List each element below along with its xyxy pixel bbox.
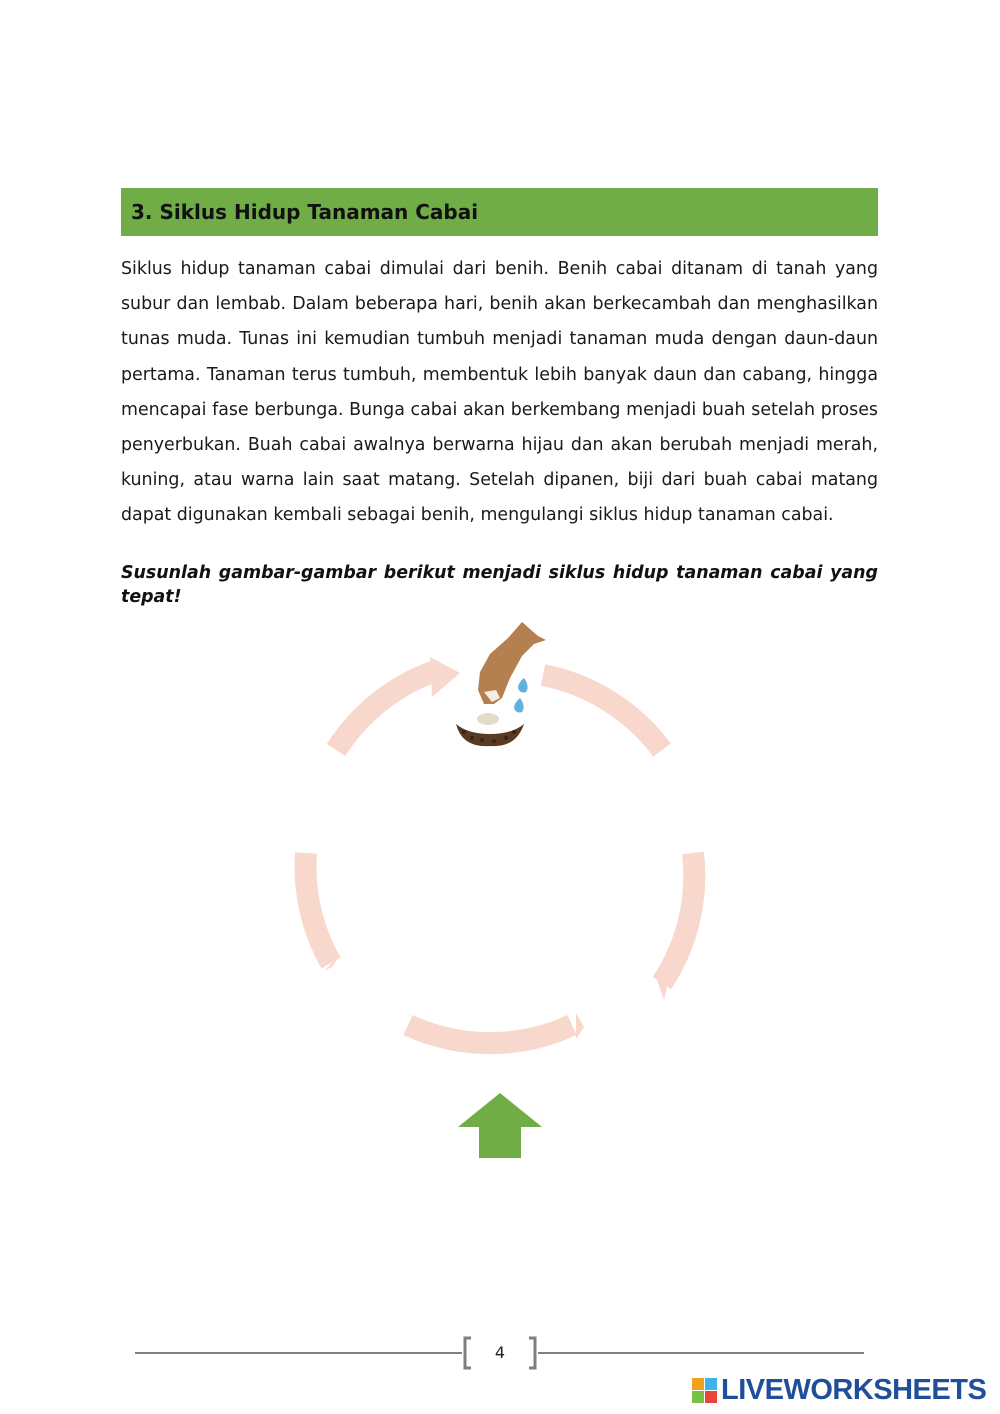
section-header xyxy=(121,188,878,236)
cycle-arrowhead-bottom xyxy=(576,1013,584,1039)
up-arrow-icon xyxy=(458,1093,542,1159)
logo-square-i xyxy=(705,1378,717,1390)
cycle-segment-top-left xyxy=(336,670,438,750)
instruction-text: Susunlah gambar-gambar berikut menjadi siklus hidup tanaman cabai yang tepat! xyxy=(121,563,878,607)
page-number: 4 xyxy=(494,1343,506,1362)
logo-square-v xyxy=(692,1391,704,1403)
watermark-text: LIVEWORKSHEETS xyxy=(721,1374,987,1406)
logo-square-l xyxy=(692,1378,704,1390)
cycle-ring xyxy=(280,615,720,1085)
footer-line-left xyxy=(135,1352,462,1354)
cycle-segment-top-right xyxy=(543,675,662,750)
right-bracket-icon xyxy=(526,1336,540,1370)
body-paragraph: Siklus hidup tanaman cabai dimulai dari benih. Benih cabai ditanam di tanah yang subur dan lembab. Dalam beberapa hari, benih akan berkecambah dan menghasilkan tunas muda. Tunas ini kemudian tumbuh menjadi tanaman muda dengan daun-daun pertama. Tanaman terus tumbuh, membentuk lebih banyak daun dan cabang, hingga mencapai fase berbunga. Bunga cabai akan berkembang menjadi buah setelah proses penyerbukan. Buah cabai awalnya berwarna hijau dan akan berubah menjadi merah, kuning, atau warna lain saat matang. Setelah dipanen, biji dari buah cabai matang dapat digunakan kembali sebagai benih, mengulangi siklus hidup tanaman cabai. xyxy=(121,259,878,526)
cycle-segment-bottom xyxy=(408,1025,572,1043)
logo-square-e xyxy=(705,1391,717,1403)
liveworksheets-watermark xyxy=(692,1374,986,1407)
cycle-arrowhead-top xyxy=(430,657,460,697)
planting-seed-icon xyxy=(456,622,546,746)
liveworksheets-logo-icon xyxy=(692,1378,717,1403)
section-title: 3. Siklus Hidup Tanaman Cabai xyxy=(131,200,479,224)
cycle-segment-left xyxy=(306,853,331,963)
footer-line-right xyxy=(538,1352,864,1354)
left-bracket-icon xyxy=(460,1336,474,1370)
cycle-segment-right xyxy=(662,853,694,983)
life-cycle-diagram xyxy=(280,615,720,1085)
